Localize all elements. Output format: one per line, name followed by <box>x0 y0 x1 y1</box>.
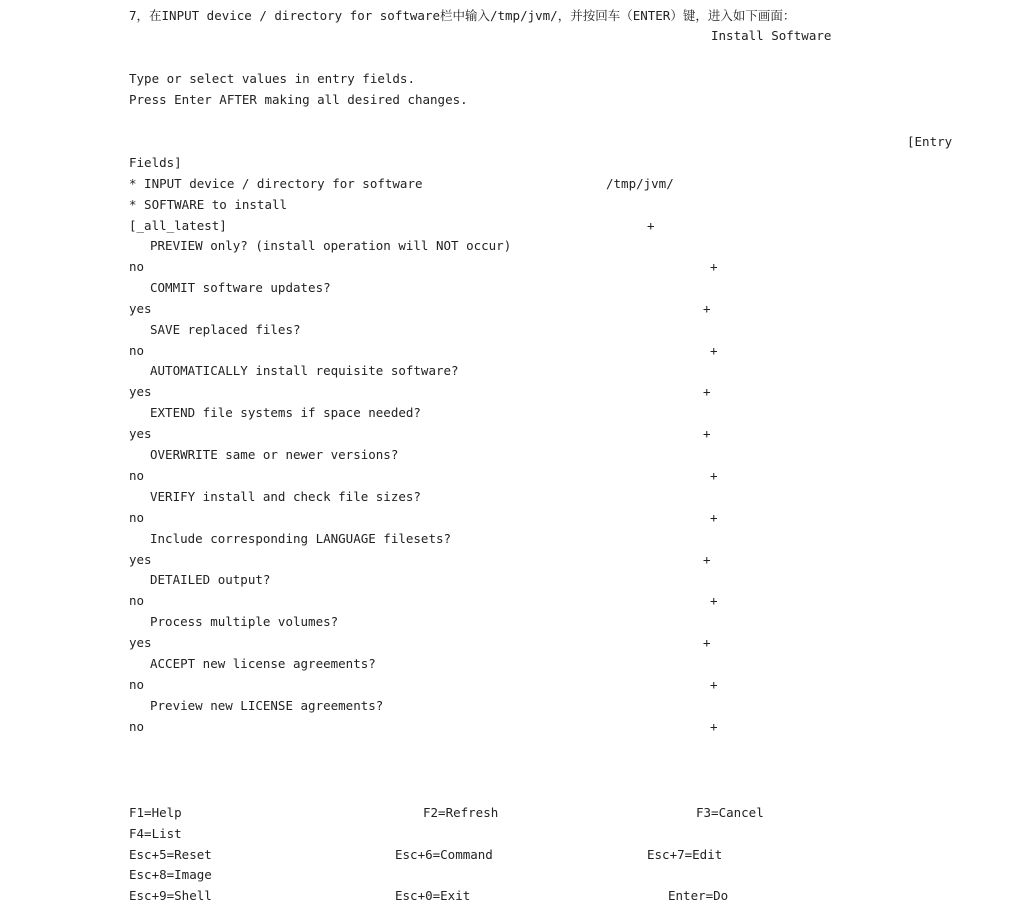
help-text-1: Type or select values in entry fields. <box>129 71 415 86</box>
option-label: PREVIEW only? (install operation will NOT occur) <box>150 238 512 253</box>
option-label: DETAILED output? <box>150 572 271 587</box>
f4-list-key[interactable]: F4=List <box>129 826 182 841</box>
option-value[interactable]: no <box>129 259 145 274</box>
option-list-marker[interactable]: + <box>710 343 718 358</box>
option-list-marker[interactable]: + <box>703 426 711 441</box>
esc9-shell-key[interactable]: Esc+9=Shell <box>129 888 212 903</box>
option-label: AUTOMATICALLY install requisite software? <box>150 363 459 378</box>
option-list-marker[interactable]: + <box>710 259 718 274</box>
option-value[interactable]: yes <box>129 635 152 650</box>
option-value[interactable]: yes <box>129 301 152 316</box>
esc5-reset-key[interactable]: Esc+5=Reset <box>129 847 212 862</box>
option-value[interactable]: no <box>129 510 145 525</box>
option-value[interactable]: yes <box>129 552 152 567</box>
option-label: ACCEPT new license agreements? <box>150 656 376 671</box>
enter-do-key[interactable]: Enter=Do <box>668 888 729 903</box>
f1-help-key[interactable]: F1=Help <box>129 805 182 820</box>
f2-refresh-key[interactable]: F2=Refresh <box>423 805 499 820</box>
software-to-install-value[interactable]: [_all_latest] <box>129 218 227 233</box>
option-list-marker[interactable]: + <box>710 593 718 608</box>
esc8-image-key[interactable]: Esc+8=Image <box>129 867 212 882</box>
instruction-text: 7，在INPUT device / directory for software栏中输入/tmp/jvm/，并按回车（ENTER）键，进入如下画面： <box>129 8 796 23</box>
f3-cancel-key[interactable]: F3=Cancel <box>696 805 764 820</box>
help-text-2: Press Enter AFTER making all desired changes. <box>129 92 468 107</box>
option-label: Include corresponding LANGUAGE filesets? <box>150 531 452 546</box>
esc0-exit-key[interactable]: Esc+0=Exit <box>395 888 471 903</box>
entry-fields-header-part1: [Entry <box>907 134 953 149</box>
option-list-marker[interactable]: + <box>703 384 711 399</box>
option-list-marker[interactable]: + <box>703 635 711 650</box>
option-list-marker[interactable]: + <box>710 468 718 483</box>
option-value[interactable]: no <box>129 468 145 483</box>
option-label: OVERWRITE same or newer versions? <box>150 447 399 462</box>
entry-fields-header-part2: Fields] <box>129 155 182 170</box>
software-list-marker[interactable]: + <box>647 218 655 233</box>
option-value[interactable]: yes <box>129 426 152 441</box>
input-device-value[interactable]: /tmp/jvm/ <box>606 176 674 191</box>
screen-title: Install Software <box>711 28 832 43</box>
option-value[interactable]: no <box>129 343 145 358</box>
option-label: Process multiple volumes? <box>150 614 339 629</box>
option-value[interactable]: no <box>129 677 145 692</box>
esc7-edit-key[interactable]: Esc+7=Edit <box>647 847 723 862</box>
option-value[interactable]: no <box>129 593 145 608</box>
software-to-install-label: * SOFTWARE to install <box>129 197 288 212</box>
option-list-marker[interactable]: + <box>710 677 718 692</box>
option-value[interactable]: yes <box>129 384 152 399</box>
option-value[interactable]: no <box>129 719 145 734</box>
option-label: COMMIT software updates? <box>150 280 331 295</box>
option-list-marker[interactable]: + <box>710 510 718 525</box>
option-label: VERIFY install and check file sizes? <box>150 489 421 504</box>
esc6-command-key[interactable]: Esc+6=Command <box>395 847 493 862</box>
option-label: SAVE replaced files? <box>150 322 301 337</box>
option-label: Preview new LICENSE agreements? <box>150 698 384 713</box>
option-list-marker[interactable]: + <box>710 719 718 734</box>
option-label: EXTEND file systems if space needed? <box>150 405 421 420</box>
option-list-marker[interactable]: + <box>703 552 711 567</box>
option-list-marker[interactable]: + <box>703 301 711 316</box>
input-device-label: * INPUT device / directory for software <box>129 176 423 191</box>
